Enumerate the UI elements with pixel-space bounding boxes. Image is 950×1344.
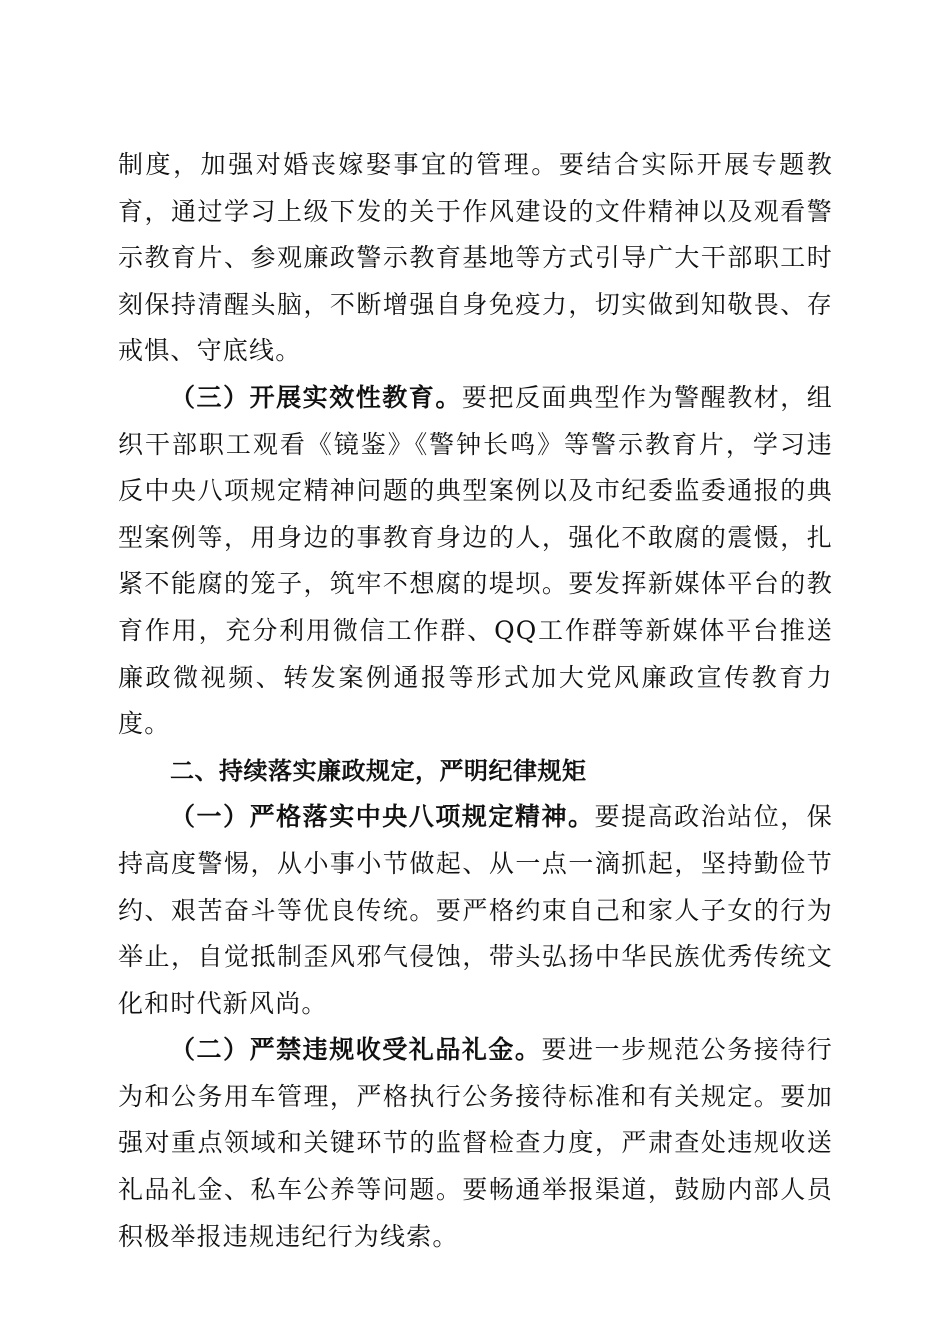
subsection-heading: （二）严禁违规收受礼品礼金。 — [170, 1035, 542, 1065]
paragraph-text: 要把反面典型作为警醒教材，组织干部职工观看《镜鉴》《警钟长鸣》等警示教育片，学习违反中央八项规定精神问题的典型案例以及市纪委监委通报的典型案例等，用身边的事教育身边的人，强化不敢腐的震慑，扎紧不能腐的笼子，筑牢不想腐的堤坝。要发挥新媒体平台的教育作用，充分利用微信工作群、QQ工作群等新媒体平台推送廉政微视频、转发案例通报等形式加大党风廉政宣传教育力度。 — [118, 382, 834, 739]
paragraph-effective-education — [118, 375, 833, 748]
section-heading: 二、持续落实廉政规定，严明纪律规矩 — [170, 756, 587, 785]
subsection-heading: （一）严格落实中央八项规定精神。 — [170, 802, 595, 832]
paragraph-text: 要进一步规范公务接待行为和公务用车管理，严格执行公务接待标准和有关规定。要加强对重点领域和关键环节的监督检查力度，严肃查处违规收送礼品礼金、私车公养等问题。要畅通举报渠道，鼓励内部人员积极举报违规违纪行为线索。 — [118, 1035, 833, 1251]
document-body — [118, 142, 833, 1260]
paragraph-gift-ban — [118, 1027, 833, 1260]
paragraph-continuation — [118, 142, 833, 375]
paragraph-eight-regulations — [118, 794, 833, 1027]
paragraph-text: 要提高政治站位，保持高度警惕，从小事小节做起、从一点一滴抓起，坚持勤俭节约、艰苦奋斗等优良传统。要严格约束自己和家人子女的行为举止，自觉抵制歪风邪气侵蚀，带头弘扬中华民族优秀传统文化和时代新风尚。 — [118, 802, 833, 1018]
paragraph-text: 制度，加强对婚丧嫁娶事宜的管理。要结合实际开展专题教育，通过学习上级下发的关于作风建设的文件精神以及观看警示教育片、参观廉政警示教育基地等方式引导广大干部职工时刻保持清醒头脑，不断增强自身免疫力，切实做到知敬畏、存戒惧、守底线。 — [118, 150, 833, 366]
subsection-heading: （三）开展实效性教育。 — [170, 382, 462, 412]
